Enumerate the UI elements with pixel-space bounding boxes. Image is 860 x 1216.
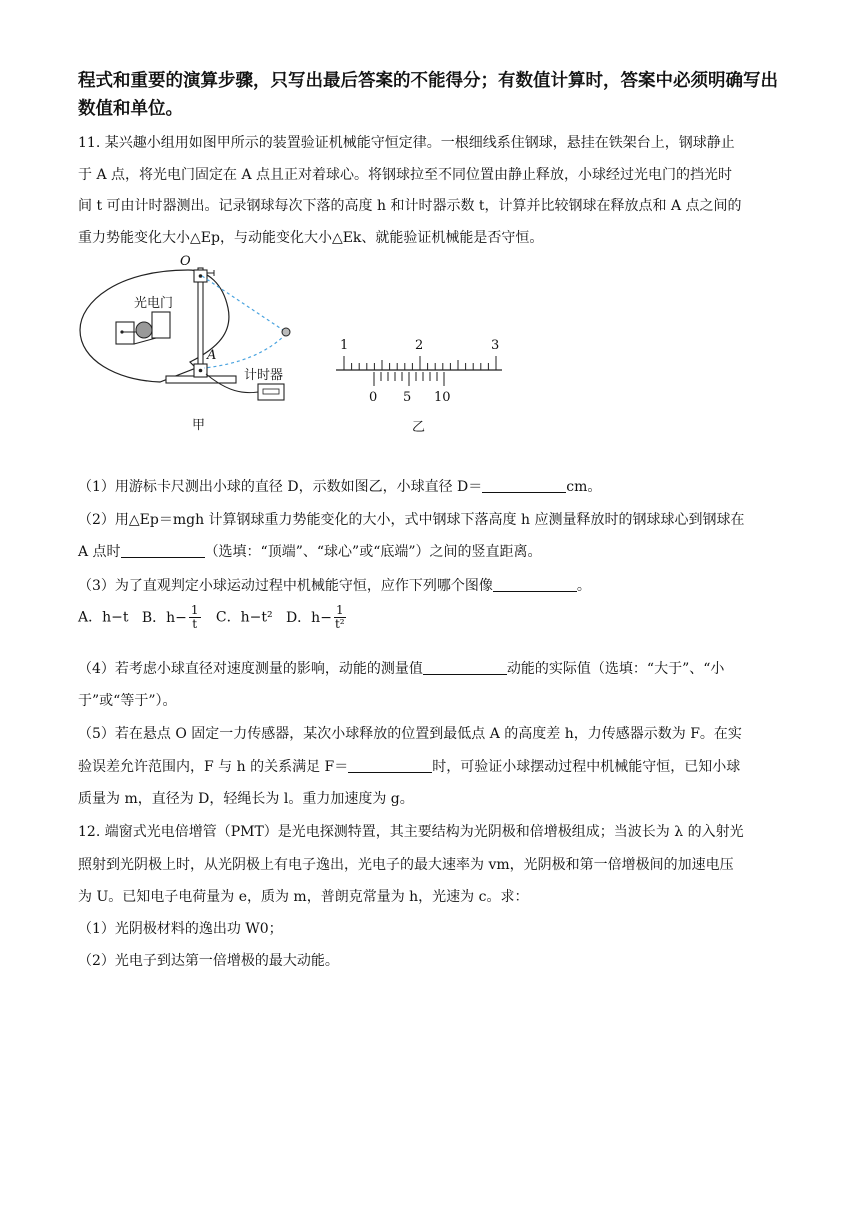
q11-para-1: 11. 某兴趣小组用如图甲所示的装置验证机械能守恒定律。一根细线系住钢球，悬挂在铁架台上，钢球静止 (78, 135, 735, 151)
vernier-scale-5: 5 (403, 390, 412, 405)
answer-blank-5[interactable] (348, 758, 432, 773)
label-jia: 甲 (192, 418, 206, 433)
option-d[interactable]: D．h− $\frac{1}{\text{t²}}$ (285, 603, 345, 631)
label-o: O (180, 254, 191, 269)
answer-blank-2[interactable] (121, 543, 205, 558)
q12-sub-1: （1）光阴极材料的逸出功 W0； (78, 921, 283, 937)
label-timer: 计时器 (244, 368, 284, 383)
ball-zoom (136, 322, 152, 338)
q11-para-4: 重力势能变化大小△Ep，与动能变化大小△Ek、就能验证机械能是否守恒。 (78, 230, 544, 246)
q11-sub-4a: （4）若考虑小球直径对速度测量的影响，动能的测量值 动能的实际值（选填：“大于”、“小 (78, 661, 725, 677)
label-a: A (207, 348, 217, 363)
q12-para-1: 12. 端窗式光电倍增管（PMT）是光电探测特置，其主要结构为光阴极和倍增极组成；当波长为 λ 的入射光 (78, 824, 744, 840)
q11-sub-2b: A 点时 （选填：“顶端”、“球心”或“底端”）之间的竖直距离。 (78, 544, 542, 560)
q12-para-3: 为 U。已知电子电荷量为 e，质为 m，普朗克常量为 h，光速为 c。求： (78, 889, 529, 905)
label-photogate: 光电门 (134, 296, 174, 311)
figure-area (78, 252, 518, 442)
q11-options (78, 604, 348, 631)
q11-sub-5b: 验误差允许范围内，F 与 h 的关系满足 F＝ 时，可验证小球摆动过程中机械能守恒，已知小球 (78, 759, 741, 775)
main-scale-2: 2 (415, 338, 424, 353)
header-line-1: 程式和重要的演算步骤，只写出最后答案的不能得分；有数值计算时，答案中必须明确写出 (78, 71, 778, 91)
answer-blank-3[interactable] (493, 577, 577, 592)
answer-blank-4[interactable] (423, 660, 507, 675)
vernier-caliper (336, 356, 502, 386)
q11-sub-3: （3）为了直观判定小球运动过程中机械能守恒，应作下列哪个图像 。 (78, 578, 591, 594)
q11-sub-4c: 于”或“等于”）。 (78, 693, 177, 709)
q11-sub-1: （1）用游标卡尺测出小球的直径 D，示数如图乙，小球直径 D＝ cm。 (78, 479, 602, 495)
apparatus-figure (78, 252, 518, 442)
ball (282, 328, 290, 336)
string-path (202, 276, 286, 332)
q12-para-2: 照射到光阴极上时，从光阴极上有电子逸出，光电子的最大速率为 vm，光阴极和第一倍增极间的加速电压 (78, 857, 734, 873)
vernier-scale-10: 10 (434, 390, 451, 405)
q11-sub-2a: （2）用△Ep＝mgh 计算钢球重力势能变化的大小，式中钢球下落高度 h 应测量释放时的钢球球心到钢球在 (78, 512, 745, 528)
answer-blank-1[interactable] (482, 478, 566, 493)
stand-pole (198, 268, 203, 380)
main-scale-1: 1 (340, 338, 349, 353)
vernier-scale-0: 0 (369, 390, 378, 405)
option-c[interactable]: C．h−t² (215, 609, 273, 626)
q12-sub-2: （2）光电子到达第一倍增极的最大动能。 (78, 953, 339, 969)
label-yi: 乙 (412, 420, 426, 435)
q11-para-3: 间 t 可由计时器测出。记录钢球每次下落的高度 h 和计时器示数 t，计算并比较钢球在释放点和 A 点之间的 (78, 198, 742, 214)
q11-sub-5a: （5）若在悬点 O 固定一力传感器，某次小球释放的位置到最低点 A 的高度差 h，力传感器示数为 F。在实 (78, 726, 742, 742)
q11-sub-5d: 质量为 m，直径为 D，轻绳长为 l。重力加速度为 g。 (78, 791, 414, 807)
q11-para-2: 于 A 点，将光电门固定在 A 点且正对着球心。将钢球拉至不同位置由静止释放，小球经过光电门的挡光时 (78, 167, 733, 183)
main-scale-3: 3 (491, 338, 500, 353)
option-a[interactable]: A．h−t (78, 609, 129, 626)
option-b[interactable]: B．h− $\frac{1}{t}$ (141, 603, 199, 631)
header-line-2: 数值和单位。 (78, 99, 183, 119)
